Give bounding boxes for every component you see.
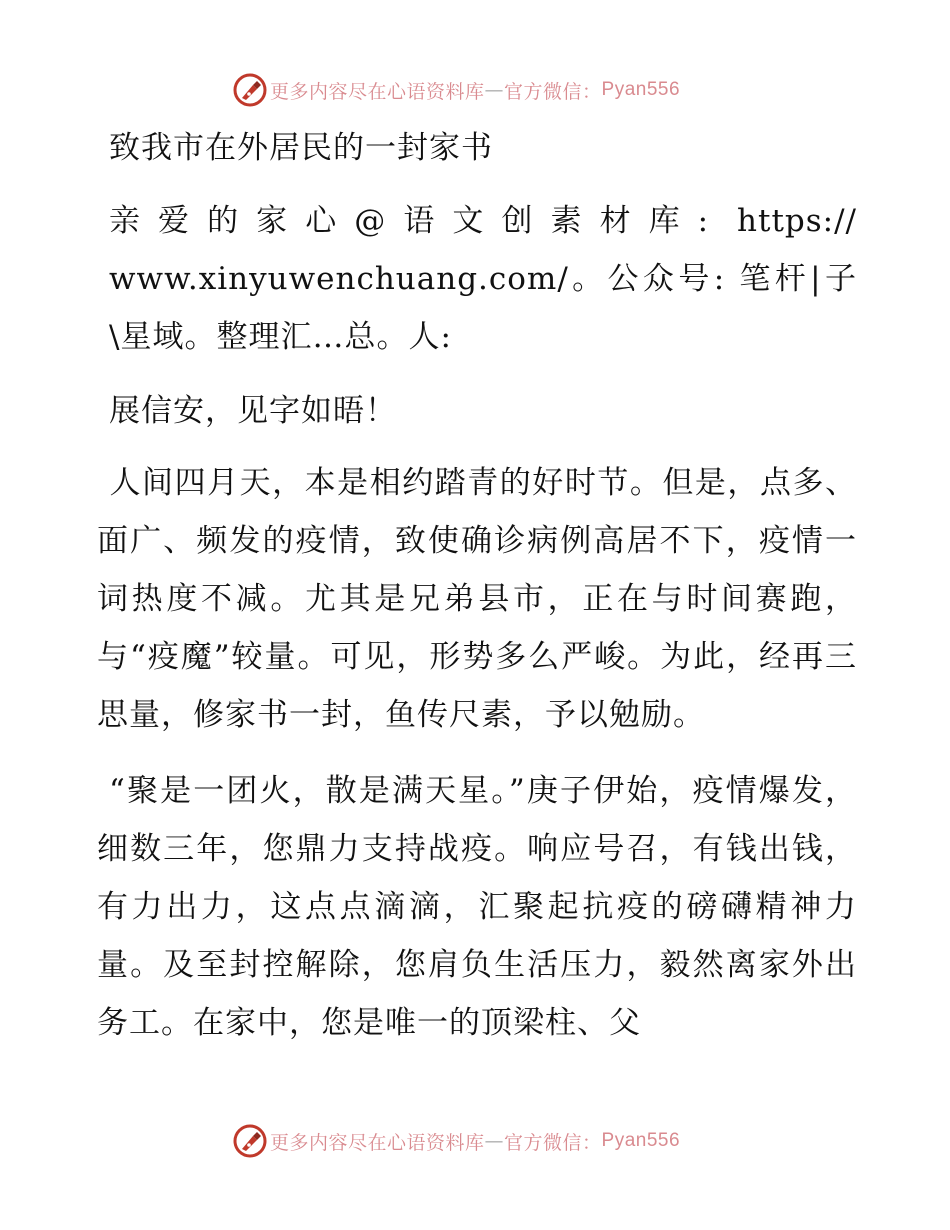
watermark-wechat-id: Pyan556: [601, 79, 681, 100]
wish-line: 展信安，见字如晤！: [109, 393, 397, 429]
watermark-official-label: 官方微信：: [504, 1131, 602, 1154]
document-body: [97, 120, 857, 1052]
watermark-header: [233, 73, 680, 107]
pen-nib-logo-icon: [233, 73, 267, 107]
pen-nib-logo-icon: [233, 1124, 267, 1158]
watermark-brand: 更多内容尽在心语资料库: [270, 1131, 485, 1154]
watermark-dash: —: [484, 79, 505, 101]
watermark-wechat-id: Pyan556: [601, 1130, 681, 1151]
watermark-brand: 更多内容尽在心语资料库: [270, 80, 485, 103]
greeting-paragraph: 亲爱的家心@语文创素材库: https:// www.xinyuwenchuang.com/。公众号: 笔杆|子\星域。整理汇…总。人:: [109, 203, 857, 355]
body-paragraph-2: [97, 762, 857, 1052]
body-paragraph-2-text: “聚是一团火，散是满天星。”庚子伊始，疫情爆发，细数三年，您鼎力支持战疫。响应号召，有钱出钱，有力出力，这点点滴滴，汇聚起抗疫的磅礴精神力量。及至封控解除，您肩负生活压力，毅然离家外出务工。在家中，您是唯一的顶梁柱、父: [97, 773, 857, 1041]
watermark-official-label: 官方微信：: [504, 80, 602, 103]
document-title: 致我市在外居民的一封家书: [109, 130, 493, 166]
body-paragraph-1: [97, 454, 857, 744]
body-paragraph-1-text: 人间四月天，本是相约踏青的好时节。但是，点多、面广、频发的疫情，致使确诊病例高居不下，疫情一词热度不减。尤其是兄弟县市，正在与时间赛跑，与“疫魔”较量。可见，形势多么严峻。为此，经再三思量，修家书一封，鱼传尺素，予以勉励。: [97, 465, 857, 733]
watermark-dash: —: [484, 1130, 505, 1152]
watermark-footer: [233, 1124, 680, 1158]
